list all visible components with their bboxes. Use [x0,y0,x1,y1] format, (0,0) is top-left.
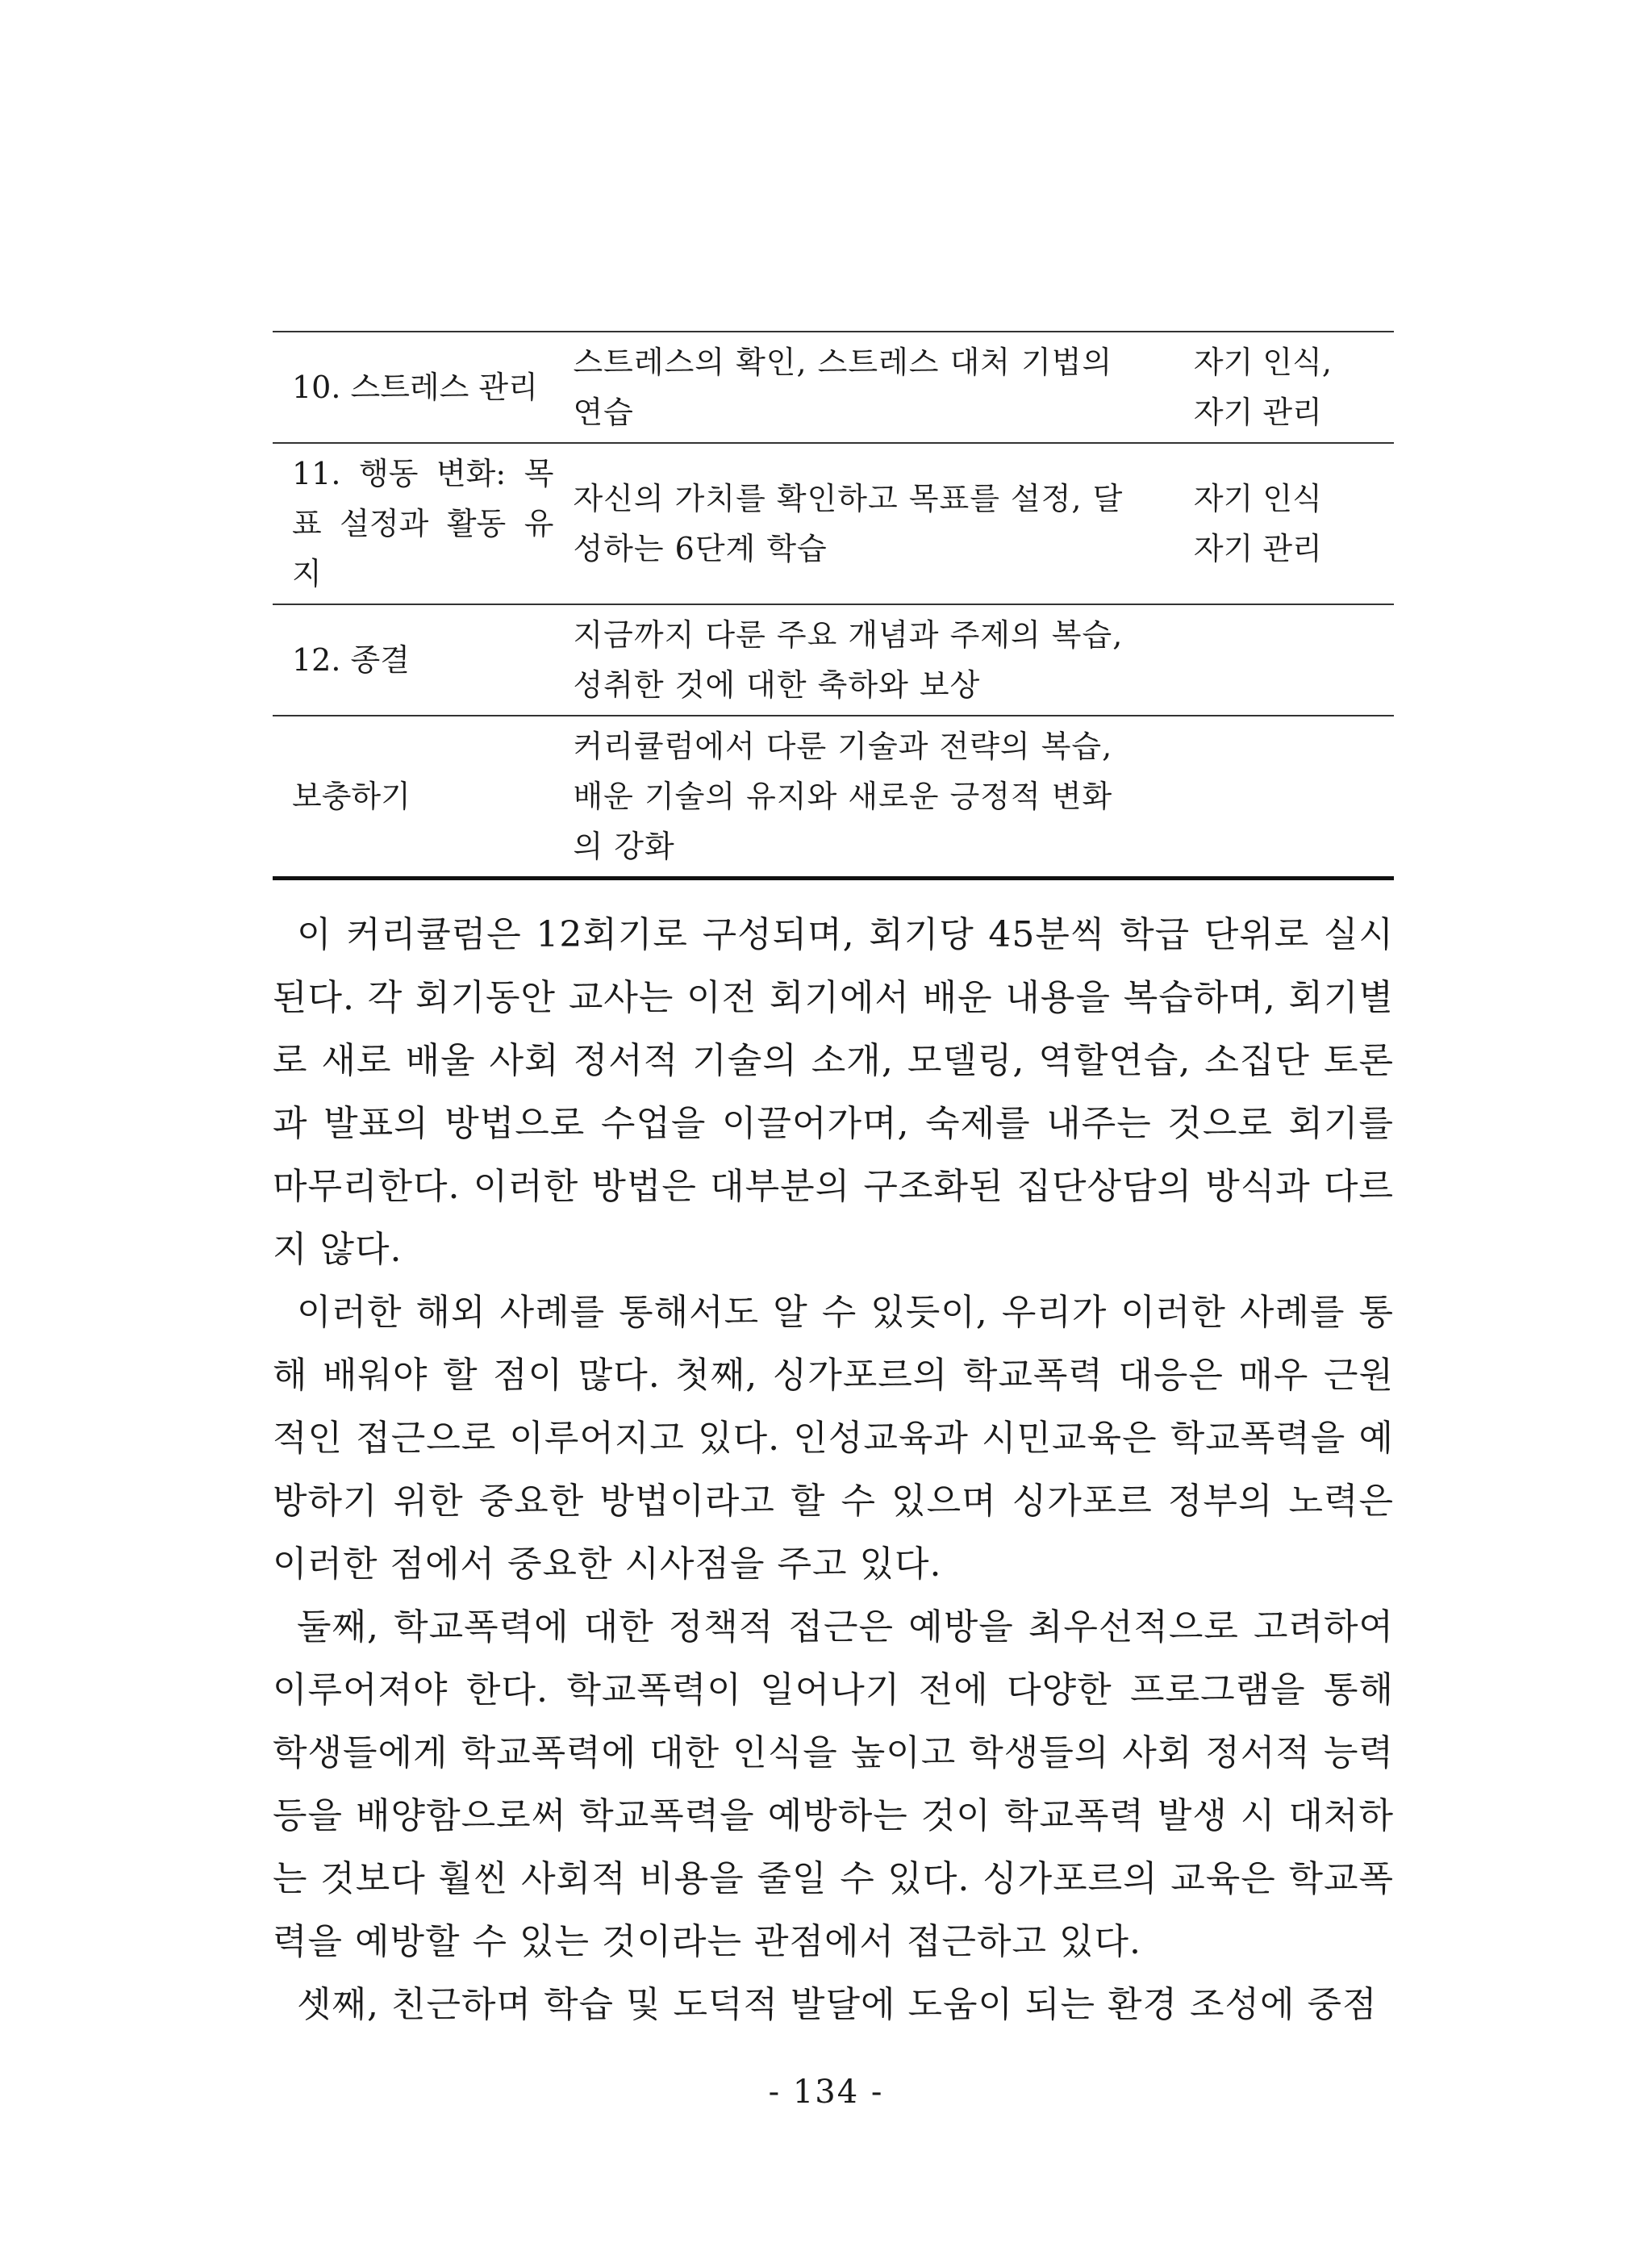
table-row [273,443,1394,604]
content-cell: 스트레스의 확인, 스트레스 대처 기법의 연습 [563,332,1183,443]
page-number: - 134 - [768,2074,884,2111]
curriculum-table [273,331,1394,880]
domain-cell [1184,716,1394,879]
content-cell: 커리큘럼에서 다룬 기술과 전략의 복습, 배운 기술의 유지와 새로운 긍정적 변화 의 강화 [563,716,1183,879]
paragraph: 셋째, 친근하며 학습 및 도덕적 발달에 도움이 되는 환경 조성에 중점 [297,1984,1378,2025]
session-cell: 10. 스트레스 관리 [273,332,563,443]
table-row [273,604,1394,716]
content-cell: 지금까지 다룬 주요 개념과 주제의 복습, 성취한 것에 대한 축하와 보상 [563,604,1183,716]
session-cell: 12. 종결 [273,604,563,716]
paragraph: 이러한 해외 사례를 통해서도 알 수 있듯이, 우리가 이러한 사례를 통해 배워야 할 점이 많다. 첫째, 싱가포르의 학교폭력 대응은 매우 근원적인 접근으로 이루어지고 있다. 인성교육과 시민교육은 학교폭력을 예방하기 위한 중요한 방법이라고 할 수 있으며 싱가포르 정부의 노력은 이러한 점에서 중요한 시사점을 주고 있다. [273,1292,1394,1585]
session-cell: 보충하기 [273,716,563,879]
table-row [273,716,1394,879]
domain-cell [1184,604,1394,716]
domain-cell: 자기 인식, 자기 관리 [1184,332,1394,443]
content-cell: 자신의 가치를 확인하고 목표를 설정, 달 성하는 6단계 학습 [563,443,1183,604]
table-row [273,332,1394,443]
paragraph: 이 커리큘럼은 12회기로 구성되며, 회기당 45분씩 학급 단위로 실시된다. 각 회기동안 교사는 이전 회기에서 배운 내용을 복습하며, 회기별로 새로 배울 사회 정서적 기술의 소개, 모델링, 역할연습, 소집단 토론과 발표의 방법으로 수업을 이끌어가며, 숙제를 내주는 것으로 회기를 마무리한다. 이러한 방법은 대부분의 구조화된 집단상담의 방식과 다르지 않다. [273,914,1394,1270]
body-text [273,904,1394,2036]
domain-cell: 자기 인식 자기 관리 [1184,443,1394,604]
session-cell: 11. 행동 변화: 목표 설정과 활동 유지 [273,443,563,604]
paragraph: 둘째, 학교폭력에 대한 정책적 접근은 예방을 최우선적으로 고려하여 이루어져야 한다. 학교폭력이 일어나기 전에 다양한 프로그램을 통해 학생들에게 학교폭력에 대한 인식을 높이고 학생들의 사회 정서적 능력 등을 배양함으로써 학교폭력을 예방하는 것이 학교폭력 발생 시 대처하는 것보다 훨씬 사회적 비용을 줄일 수 있다. 싱가포르의 교육은 학교폭력을 예방할 수 있는 것이라는 관점에서 접근하고 있다. [273,1606,1394,1962]
